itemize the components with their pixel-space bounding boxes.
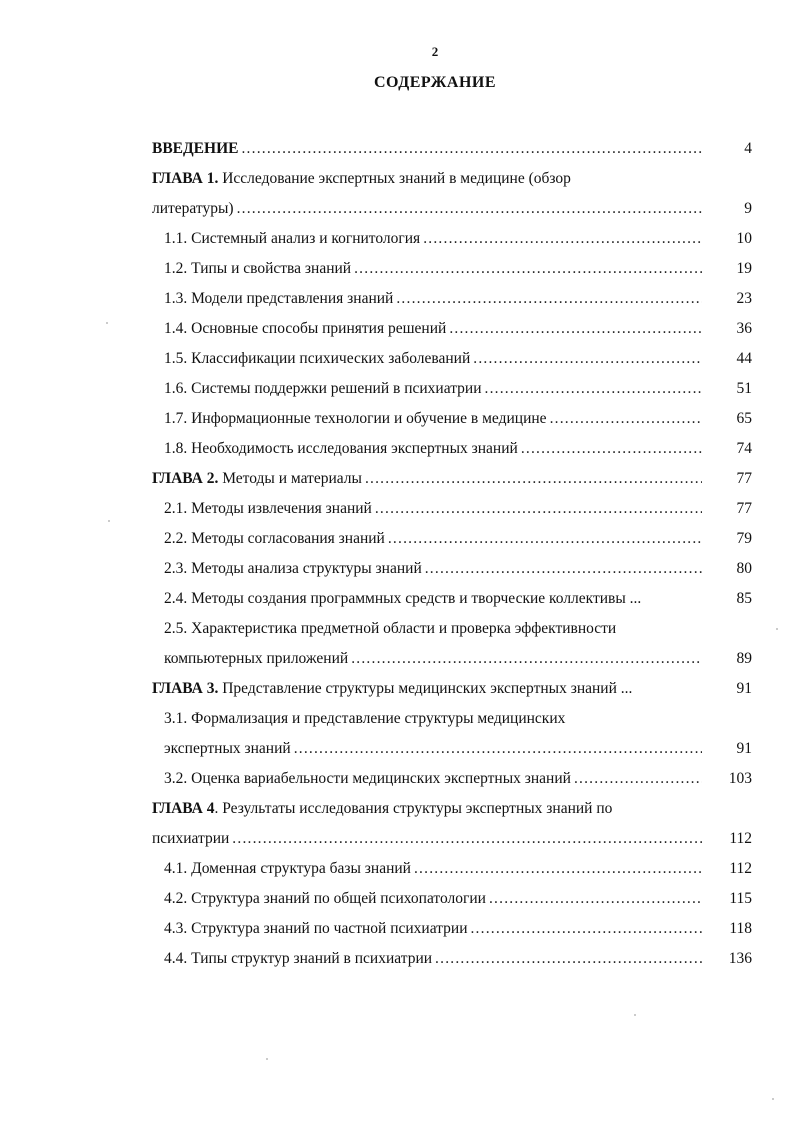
toc-entry [152, 584, 752, 614]
toc-entry-text: 4.1. Доменная структура базы знаний [164, 860, 411, 877]
toc-entry-title [164, 644, 348, 674]
toc-entry-text: 3.1. Формализация и представление структуры медицинских [164, 710, 566, 727]
toc-entry [152, 524, 752, 554]
toc-entry-prefix: ГЛАВА 2. [152, 470, 219, 487]
toc-entry-page: 91 [736, 740, 752, 757]
toc-entry-text: 2.5. Характеристика предметной области и проверка эффективности [164, 620, 617, 637]
toc-entry-title [152, 794, 708, 824]
dot-leader [232, 824, 702, 854]
toc-entry [152, 224, 752, 254]
toc-entry-page: 85 [736, 590, 752, 607]
toc-entry-title [164, 374, 482, 404]
dot-leader [521, 434, 702, 464]
toc-entry-page: 77 [736, 470, 752, 487]
toc-entry-title [164, 764, 571, 794]
toc-entry-title [152, 824, 229, 854]
toc-entry-text: 1.5. Классификации психических заболеваний [164, 350, 471, 367]
toc-entry [152, 884, 752, 914]
scan-speck [634, 1014, 636, 1016]
toc-entry-page: 118 [729, 920, 752, 937]
toc-entry [152, 314, 752, 344]
dot-leader [489, 884, 702, 914]
dot-leader [425, 554, 702, 584]
toc-entry [152, 404, 752, 434]
scan-speck [108, 520, 110, 522]
page-title: СОДЕРЖАНИЕ [373, 74, 497, 91]
toc-entry-text: . Результаты исследования структуры экспертных знаний по [214, 800, 613, 817]
toc-entry-title [152, 674, 708, 704]
toc-entry-title [164, 434, 518, 464]
toc-entry-title [152, 194, 234, 224]
toc-entry-text: 1.8. Необходимость исследования экспертных знаний [164, 440, 518, 457]
toc-entry-title [164, 494, 372, 524]
toc-entry-page: 74 [736, 440, 752, 457]
toc-entry-text: 4.4. Типы структур знаний в психиатрии [164, 950, 433, 967]
dot-leader [414, 854, 702, 884]
toc-entry-page: 4 [744, 140, 752, 157]
dot-leader [449, 314, 702, 344]
table-of-contents [152, 134, 752, 974]
toc-entry-prefix: ГЛАВА 3. [152, 680, 219, 697]
toc-entry-page: 10 [736, 230, 752, 247]
toc-entry [152, 284, 752, 314]
scan-speck [776, 628, 778, 630]
dot-leader [550, 404, 702, 434]
toc-entry [152, 824, 752, 854]
toc-entry [152, 554, 752, 584]
toc-entry [152, 734, 752, 764]
toc-entry-page: 112 [729, 830, 752, 847]
toc-entry-prefix: ГЛАВА 4 [152, 800, 215, 817]
toc-entry-title [164, 404, 547, 434]
toc-entry-text: 1.7. Информационные технологии и обучение в медицине [164, 410, 547, 427]
toc-entry [152, 434, 752, 464]
scan-speck [106, 322, 108, 324]
toc-entry [152, 764, 752, 794]
toc-entry-text: Представление структуры медицинских экспертных знаний ... [218, 680, 633, 697]
dot-leader [473, 344, 702, 374]
page-number: 2 [431, 44, 439, 59]
dot-leader [354, 254, 702, 284]
toc-entry-title [152, 464, 362, 494]
toc-entry [152, 854, 752, 884]
dot-leader [423, 224, 702, 254]
toc-entry [152, 374, 752, 404]
toc-entry-text: 1.4. Основные способы принятия решений [164, 320, 447, 337]
toc-entry-page: 80 [736, 560, 752, 577]
toc-entry [152, 494, 752, 524]
dot-leader [485, 374, 703, 404]
toc-entry-title [164, 614, 708, 644]
toc-entry-title [164, 314, 446, 344]
toc-entry [152, 794, 752, 824]
toc-entry-page: 91 [736, 680, 752, 697]
toc-entry-title [164, 734, 291, 764]
toc-entry-page: 115 [729, 890, 752, 907]
toc-entry-text: 4.2. Структура знаний по общей психопатологии [164, 890, 486, 907]
toc-entry [152, 254, 752, 284]
scan-speck [772, 1098, 774, 1100]
toc-entry-title [152, 134, 238, 164]
toc-entry-title [164, 524, 385, 554]
toc-entry-page: 19 [736, 260, 752, 277]
toc-entry-page: 112 [729, 860, 752, 877]
toc-entry-text: 3.2. Оценка вариабельности медицинских экспертных знаний [164, 770, 571, 787]
toc-entry-page: 103 [728, 770, 752, 787]
toc-entry-title [164, 344, 470, 374]
dot-leader [294, 734, 702, 764]
toc-entry [152, 194, 752, 224]
toc-entry-page: 9 [744, 200, 752, 217]
dot-leader [365, 464, 702, 494]
toc-entry-page: 79 [736, 530, 752, 547]
toc-entry-title [164, 224, 420, 254]
toc-entry-text: Исследование экспертных знаний в медицине (обзор [218, 170, 571, 187]
toc-entry-page: 36 [736, 320, 752, 337]
toc-entry [152, 644, 752, 674]
toc-entry-title [164, 584, 708, 614]
dot-leader [237, 194, 702, 224]
dot-leader [470, 914, 702, 944]
dot-leader [351, 644, 702, 674]
toc-entry-page: 77 [736, 500, 752, 517]
toc-entry-page: 89 [736, 650, 752, 667]
toc-entry-text: компьютерных приложений [164, 650, 349, 667]
dot-leader [241, 134, 702, 164]
toc-entry [152, 464, 752, 494]
toc-entry [152, 614, 752, 644]
toc-entry-page: 44 [736, 350, 752, 367]
toc-entry-text: литературы) [152, 200, 234, 217]
toc-entry-page: 23 [736, 290, 752, 307]
toc-entry-text: 1.2. Типы и свойства знаний [164, 260, 352, 277]
toc-entry [152, 944, 752, 974]
toc-entry-prefix: ГЛАВА 1. [152, 170, 219, 187]
dot-leader [574, 764, 702, 794]
toc-entry-text: 4.3. Структура знаний по частной психиатрии [164, 920, 468, 937]
toc-entry-text: 1.1. Системный анализ и когнитология [164, 230, 421, 247]
toc-entry-title [164, 704, 708, 734]
toc-entry-text: Методы и материалы [218, 470, 362, 487]
scan-speck [266, 1058, 268, 1060]
toc-entry [152, 164, 752, 194]
toc-entry-title [152, 164, 708, 194]
toc-entry-text: 2.3. Методы анализа структуры знаний [164, 560, 422, 577]
toc-entry-title [164, 554, 422, 584]
toc-entry-title [164, 254, 351, 284]
toc-entry-page: 136 [728, 950, 752, 967]
dot-leader [375, 494, 702, 524]
dot-leader [388, 524, 702, 554]
toc-entry-text: 2.1. Методы извлечения знаний [164, 500, 372, 517]
toc-entry-title [164, 914, 467, 944]
toc-entry-text: психиатрии [152, 830, 230, 847]
dot-leader [396, 284, 702, 314]
toc-entry-title [164, 284, 393, 314]
toc-entry-prefix: ВВЕДЕНИЕ [152, 140, 239, 157]
toc-entry [152, 914, 752, 944]
toc-entry-title [164, 944, 432, 974]
toc-entry-title [164, 884, 486, 914]
toc-entry [152, 704, 752, 734]
toc-entry [152, 134, 752, 164]
dot-leader [435, 944, 702, 974]
toc-entry-page: 51 [736, 380, 752, 397]
toc-entry-page: 65 [736, 410, 752, 427]
toc-entry-text: 1.6. Системы поддержки решений в психиатрии [164, 380, 482, 397]
toc-entry-text: 1.3. Модели представления знаний [164, 290, 394, 307]
toc-entry [152, 344, 752, 374]
toc-entry-text: экспертных знаний [164, 740, 291, 757]
toc-entry-text: 2.4. Методы создания программных средств и творческие коллективы ... [164, 590, 642, 607]
toc-entry-text: 2.2. Методы согласования знаний [164, 530, 385, 547]
toc-entry-title [164, 854, 411, 884]
toc-entry [152, 674, 752, 704]
